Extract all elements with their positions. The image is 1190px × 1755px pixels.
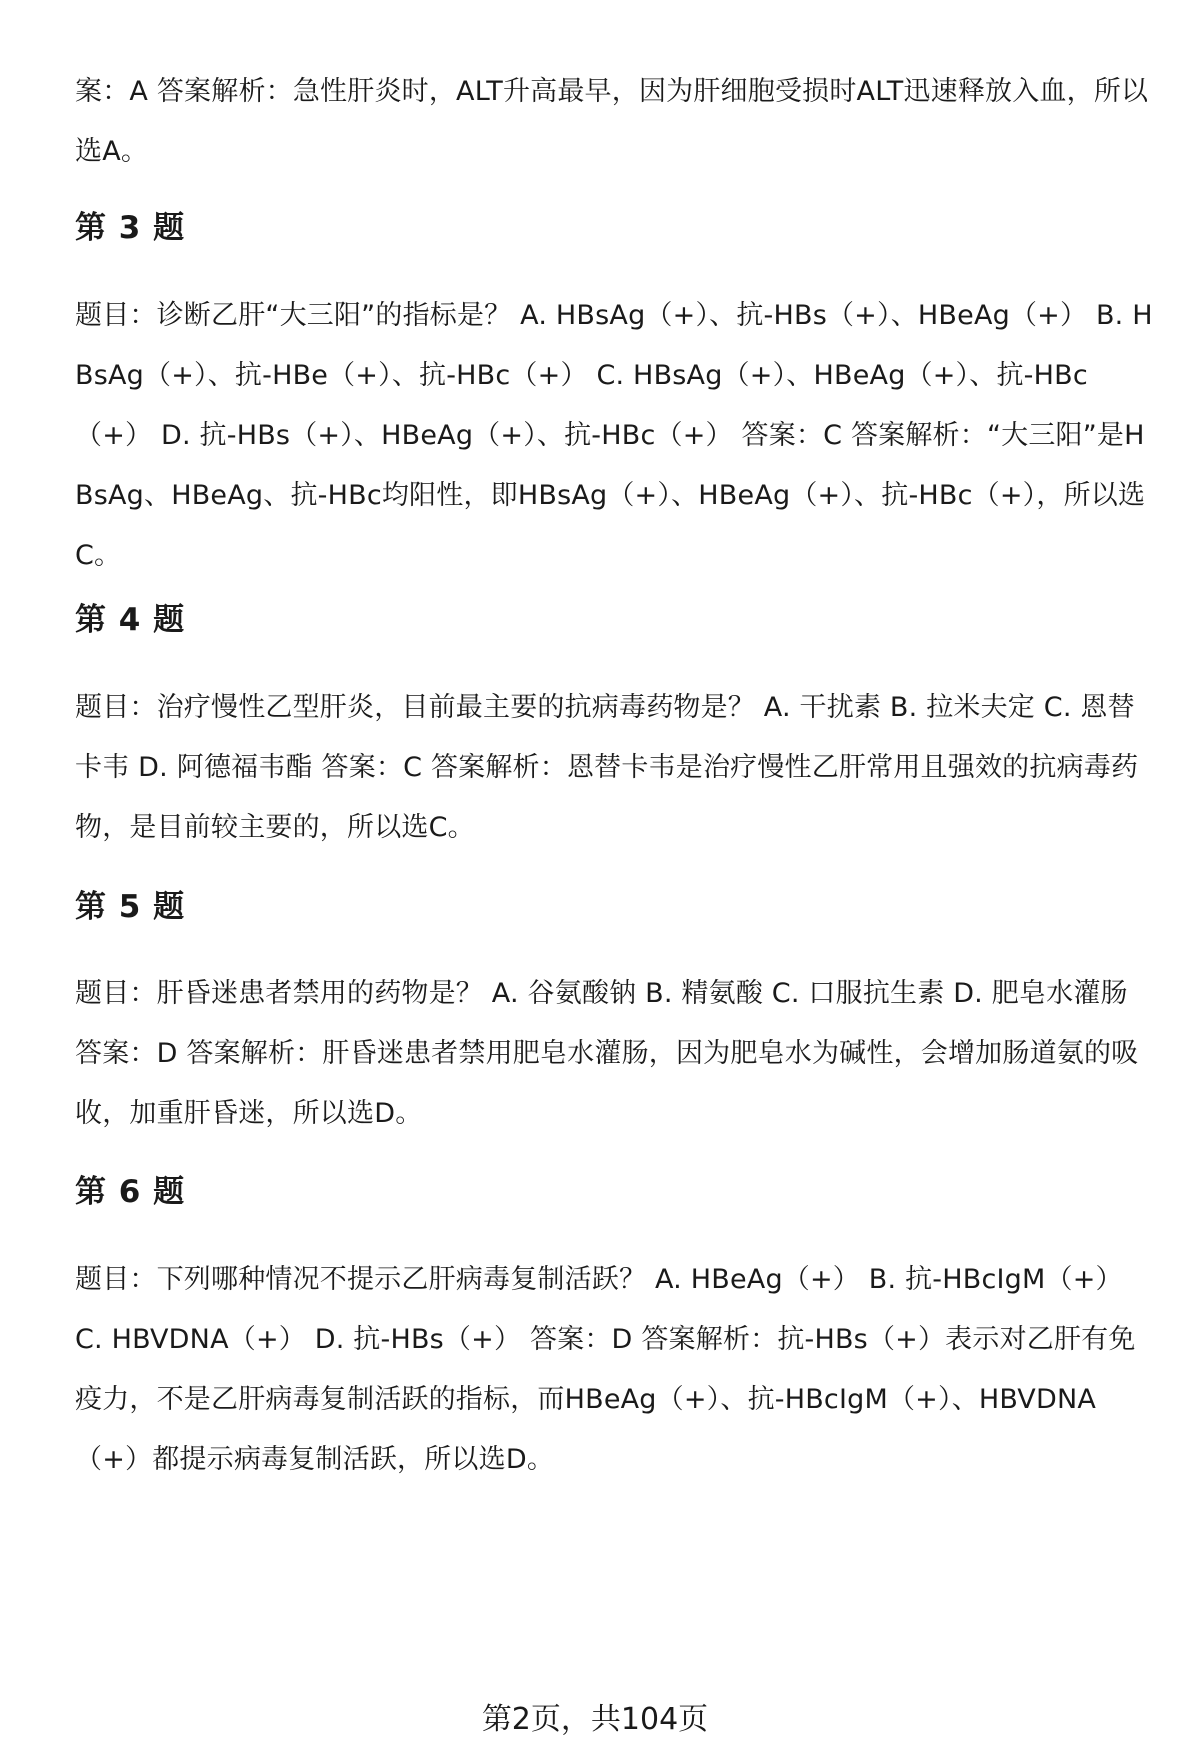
question-3-text: 题目：诊断乙肝“大三阳”的指标是？ A. HBsAg（+）、抗-HBs（+）、HBeAg（+） B. HBsAg（+）、抗-HBe（+）、抗-HBc（+） C. HBsAg（+）、HBeAg（+）、抗-HBc（+） D. 抗-HBs（+）、HBeAg（+）、抗-HBc（+） 答案：C 答案解析：“大三阳”是HBsAg、HBeAg、抗-HBc均阳性，即HBsAg（+）、HBeAg（+）、抗-HBc（+），所以选C。 [75, 300, 1153, 571]
question-6-heading: 第 6 题 [75, 1174, 186, 1210]
page-footer: 第2页，共104页 [481, 1702, 709, 1737]
question-6-text: 题目：下列哪种情况不提示乙肝病毒复制活跃？ A. HBeAg（+） B. 抗-HBcIgM（+） C. HBVDNA（+） D. 抗-HBs（+） 答案：D 答案解析：抗-HBs（+）表示对乙肝有免疫力，不是乙肝病毒复制活跃的指标，而HBeAg（+）、抗-HBcIgM（+）、HBVDNA（+）都提示病毒复制活跃，所以选D。 [75, 1264, 1136, 1475]
intro-paragraph: 案：A 答案解析：急性肝炎时，ALT升高最早，因为肝细胞受损时ALT迅速释放入血，所以选A。 [75, 76, 1149, 167]
question-5-text: 题目：肝昏迷患者禁用的药物是？ A. 谷氨酸钠 B. 精氨酸 C. 口服抗生素 D. 肥皂水灌肠 答案：D 答案解析：肝昏迷患者禁用肥皂水灌肠，因为肥皂水为碱性，会增加肠道氨的吸收，加重肝昏迷，所以选D。 [75, 978, 1139, 1129]
question-5-heading: 第 5 题 [75, 889, 186, 925]
question-4-heading: 第 4 题 [75, 602, 186, 638]
question-4-text: 题目：治疗慢性乙型肝炎，目前最主要的抗病毒药物是？ A. 干扰素 B. 拉米夫定 C. 恩替卡韦 D. 阿德福韦酯 答案：C 答案解析：恩替卡韦是治疗慢性乙肝常用且强效的抗病毒药物，是目前较主要的，所以选C。 [75, 692, 1139, 843]
question-3-heading: 第 3 题 [75, 210, 186, 246]
